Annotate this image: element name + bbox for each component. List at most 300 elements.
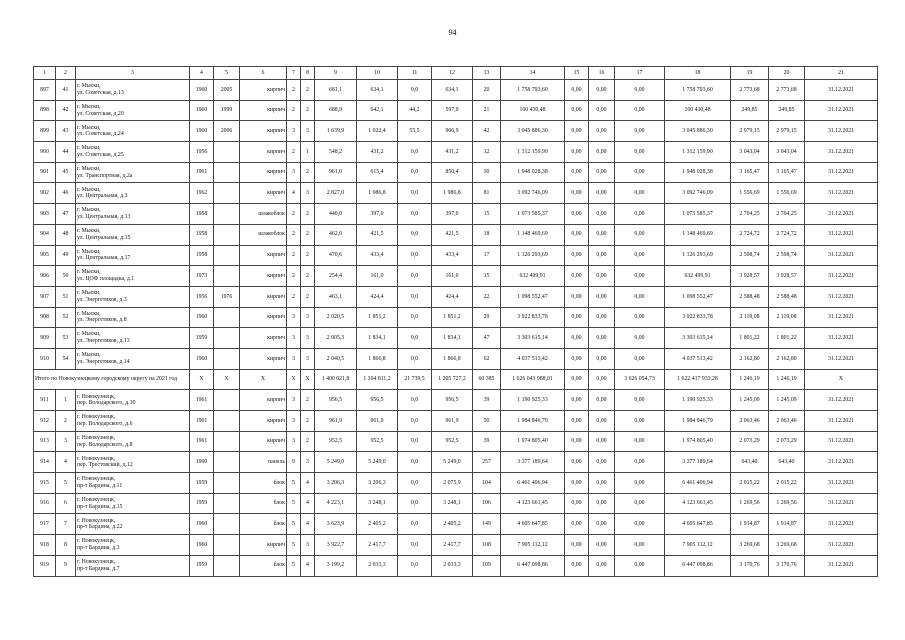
table-cell: 12 [473,142,501,163]
table-cell: 0,00 [565,348,589,369]
table-cell: 634,1 [432,80,473,101]
table-cell: 9 [287,452,301,473]
table-cell: 1 246,19 [731,369,769,390]
table-cell: 49 [56,245,76,266]
table-cell: 0,0 [398,411,432,432]
table-cell: 31.12.2021 [805,328,878,349]
table-cell: 0,00 [589,369,615,390]
table-cell: 906 [34,266,56,287]
table-cell: 2 704,25 [769,204,805,225]
table-cell: 81 [473,183,501,204]
table-cell: 0,00 [589,224,615,245]
table-cell: 0,00 [615,121,665,142]
table-cell: 0,00 [589,100,615,121]
table-cell: 0,00 [615,555,665,576]
table-cell: 1 986,8 [432,183,473,204]
table-cell: 615,4 [357,162,398,183]
table-cell: 850,4 [432,162,473,183]
table-row [34,286,878,307]
table-cell: 0,00 [615,535,665,556]
table-cell: 909 [34,328,56,349]
table-cell: 4 037 513,42 [501,348,565,369]
table-cell: 31.12.2021 [805,493,878,514]
table-cell: 2 [301,266,315,287]
total-label: Итого по Новокузнецкому городскому округу на 2021 год [34,369,190,390]
table-cell: 2 598,74 [731,245,769,266]
table-cell: 3 206,3 [357,473,398,494]
header-cell: 2 [56,67,76,80]
address-line: ул. Советская, д.25 [77,151,124,158]
table-cell: 3 170,76 [769,555,805,576]
table-cell: 31.12.2021 [805,204,878,225]
table-cell [214,245,240,266]
table-cell: 2 979,15 [769,121,805,142]
table-cell: 149 [473,514,501,535]
table-cell: 31.12.2021 [805,142,878,163]
table-cell: 2 704,25 [731,204,769,225]
table-cell: 0,00 [565,390,589,411]
table-cell: 0,0 [398,452,432,473]
material-cell: кирпич [240,431,287,452]
table-cell [214,555,240,576]
table-cell: 0,00 [565,80,589,101]
material-cell: кирпич [240,348,287,369]
table-cell: 1 126 293,69 [665,245,731,266]
table-cell: 1976 [214,286,240,307]
table-cell: 0,00 [565,369,589,390]
table-cell: 31.12.2021 [805,514,878,535]
table-cell: 44 [56,142,76,163]
table-cell: 0,00 [589,555,615,576]
table-cell: 1 626 043 988,01 [501,369,565,390]
table-cell: 257 [473,452,501,473]
table-cell: 1990 [190,452,214,473]
table-cell: 1999 [214,100,240,121]
table-cell: 2 075,9 [432,473,473,494]
table-cell: 22 [473,286,501,307]
table-cell: 4 [301,473,315,494]
table-cell: 0,0 [398,204,432,225]
address-line: пер. Володарского, д.6 [77,420,133,427]
material-cell: кирпич [240,80,287,101]
table-cell: 1960 [190,514,214,535]
address-line: ул. Энергетиков, д.3 [77,296,127,303]
table-cell: 911 [34,390,56,411]
table-cell: 1956 [190,142,214,163]
table-cell: 421,5 [432,224,473,245]
table-cell: 2 [287,286,301,307]
housing-table [33,66,878,577]
table-cell: 1 948 028,38 [501,162,565,183]
material-cell: блок [240,514,287,535]
table-cell: 3 [301,121,315,142]
table-cell: 1 246,19 [769,369,805,390]
address-cell [76,473,190,494]
table-cell: 5 [287,555,301,576]
table-cell: 1 205 727,2 [432,369,473,390]
table-cell: 0,00 [615,390,665,411]
table-cell: 4 [301,514,315,535]
table-cell: 0,0 [398,307,432,328]
table-cell: 916 [34,493,56,514]
table-cell: 1 984 846,79 [501,411,565,432]
header-cell: 11 [398,67,432,80]
table-cell [214,535,240,556]
material-cell: кирпич [240,307,287,328]
table-cell: 0,00 [615,286,665,307]
table-cell: 0,00 [615,204,665,225]
address-line: пр-т Бардина, д.3 [77,544,120,551]
table-cell: 597,9 [432,100,473,121]
table-cell: 898 [34,100,56,121]
header-cell: 21 [805,67,878,80]
table-row [34,452,878,473]
address-cell [76,204,190,225]
table-row [34,245,878,266]
table-cell: 21 [473,100,501,121]
table-cell: 249,85 [769,100,805,121]
table-cell: 1973 [190,266,214,287]
address-line: г. Новокузнецк, [77,538,116,545]
table-cell: 0,00 [615,307,665,328]
table-cell: 2 [301,80,315,101]
table-cell: 0,00 [565,535,589,556]
table-cell: 1959 [190,493,214,514]
address-line: пр-т Бардина, д.15 [77,503,123,510]
table-cell: 2 033,3 [432,555,473,576]
table-cell: 1956 [190,286,214,307]
table-cell: 1 984 846,79 [665,411,731,432]
address-cell [76,307,190,328]
table-cell: 1 866,8 [357,348,398,369]
material-cell: кирпич [240,266,287,287]
material-cell: кирпич [240,286,287,307]
table-row [34,473,878,494]
table-cell: 2 015,22 [731,473,769,494]
table-cell: 15 [473,204,501,225]
address-cell [76,266,190,287]
page-number: 94 [448,28,457,37]
table-cell: 2 [287,142,301,163]
table-cell: 2 [287,80,301,101]
table-cell: 3 928,57 [769,266,805,287]
total-row [34,369,878,390]
table-cell: 2 073,29 [731,431,769,452]
table-cell: 3 092 746,09 [665,183,731,204]
table-cell: 0,0 [398,162,432,183]
table-cell: 1 073 585,37 [665,204,731,225]
table-cell: 0,00 [615,183,665,204]
table-row [34,307,878,328]
table-cell: 62 [473,348,501,369]
address-line: г. Мыски, [77,207,101,214]
table-cell: 3 165,47 [769,162,805,183]
table-cell: 1960 [190,535,214,556]
table-cell: 0,00 [565,555,589,576]
table-cell [214,183,240,204]
table-cell: 424,4 [357,286,398,307]
table-cell [214,452,240,473]
table-cell: 0,00 [565,473,589,494]
table-cell: 642,1 [357,100,398,121]
address-line: пр-т Бардина, д.7 [77,565,120,572]
table-cell: 7 905 112,12 [501,535,565,556]
table-cell: 3 [301,348,315,369]
table-row [34,204,878,225]
material-cell: кирпич [240,328,287,349]
table-row [34,514,878,535]
address-line: ул. Энергетиков, д.14 [77,358,130,365]
table-cell: 3 043,04 [731,142,769,163]
table-cell: 0,0 [398,266,432,287]
table-cell: 2 773,68 [731,80,769,101]
table-body [34,80,878,577]
table-cell: 956,5 [315,390,357,411]
table-cell: 3 248,1 [357,493,398,514]
table-cell: 1 [56,390,76,411]
address-line: ул. Советская, д.24 [77,131,124,138]
table-cell: 4 [301,493,315,514]
table-cell: 2 [301,245,315,266]
table-cell: 3 248,1 [432,493,473,514]
table-cell: 961,9 [357,411,398,432]
header-cell: 9 [315,67,357,80]
table-cell: 3 303 615,14 [665,328,731,349]
table-cell: 1960 [190,100,214,121]
table-cell: 3 377 189,64 [501,452,565,473]
table-cell: 9 [56,555,76,576]
table-cell: 30 [473,162,501,183]
table-cell: 1 622 417 933,28 [665,369,731,390]
table-cell: 905 [34,245,56,266]
table-cell: 52 [56,307,76,328]
header-cell: 17 [615,67,665,80]
header-cell: 6 [240,67,287,80]
table-cell: 108 [473,535,501,556]
table-cell: 632 499,91 [665,266,731,287]
table-cell: 1 914,87 [769,514,805,535]
table-cell: 3 045 886,30 [501,121,565,142]
table-cell: 0,00 [565,224,589,245]
material-cell: кирпич [240,411,287,432]
material-cell: кирпич [240,390,287,411]
table-cell: 39 [473,390,501,411]
table-cell: 1 126 293,69 [501,245,565,266]
table-cell: 31.12.2021 [805,431,878,452]
address-line: г. Мыски, [77,124,101,131]
table-cell: 3 623,9 [315,514,357,535]
table-cell: 2 417,7 [357,535,398,556]
address-cell [76,183,190,204]
table-cell: 1960 [190,121,214,142]
table-cell: 901 [34,162,56,183]
table-cell: 31.12.2021 [805,348,878,369]
table-cell: 1 269,56 [769,493,805,514]
table-cell: 2 405,2 [357,514,398,535]
table-cell: 4 123 661,45 [665,493,731,514]
header-cell: 8 [301,67,315,80]
table-cell: 2 [301,286,315,307]
table-cell: 0,00 [589,348,615,369]
table-cell: 5 [287,514,301,535]
address-line: г. Мыски, [77,331,101,338]
address-line: г. Новокузнецк, [77,476,116,483]
table-cell: 919 [34,555,56,576]
table-cell: 31.12.2021 [805,224,878,245]
table-cell: 42 [56,100,76,121]
table-cell: 1 245,09 [769,390,805,411]
table-cell: 0,00 [589,452,615,473]
table-cell: 41 [56,80,76,101]
table-cell: 0,00 [615,328,665,349]
address-cell [76,431,190,452]
table-cell: 3 [287,390,301,411]
material-cell: шлакоблок [240,204,287,225]
table-cell: 431,2 [432,142,473,163]
table-cell: 39 [473,431,501,452]
address-line: пер. Володарского, д.10 [77,400,136,407]
address-line: г. Мыски, [77,269,101,276]
table-cell: 2 033,3 [357,555,398,576]
table-cell [214,204,240,225]
address-cell [76,514,190,535]
table-cell: 0,00 [565,493,589,514]
table-cell: 3 [301,452,315,473]
table-row [34,80,878,101]
table-cell: 918 [34,535,56,556]
table-cell: 956,5 [432,390,473,411]
table-cell: 0,0 [398,142,432,163]
table-row [34,411,878,432]
table-cell: 47 [473,328,501,349]
table-cell: 31.12.2021 [805,183,878,204]
table-cell: 31.12.2021 [805,266,878,287]
table-cell: 0,00 [565,452,589,473]
table-cell: X [190,369,214,390]
address-line: ул. Энергетиков, д.8 [77,317,127,324]
table-cell: 31.12.2021 [805,535,878,556]
table-cell: 1959 [190,473,214,494]
table-cell: 688,9 [315,100,357,121]
table-cell: 1 312 159,90 [501,142,565,163]
table-cell: 0,00 [565,100,589,121]
table-cell: X [805,369,878,390]
table-cell: 31.12.2021 [805,473,878,494]
table-cell: 0,00 [589,80,615,101]
table-cell [214,224,240,245]
material-cell: кирпич [240,121,287,142]
address-line: г. Новокузнецк, [77,414,116,421]
table-cell: 0,00 [615,452,665,473]
table-cell: 4 123 661,45 [501,493,565,514]
table-cell: 60 385 [473,369,501,390]
table-cell: 0,00 [589,121,615,142]
table-row [34,328,878,349]
table-cell: 2 [301,100,315,121]
table-cell: 8 [56,535,76,556]
table-cell: 899 [34,121,56,142]
table-cell: 0,00 [565,307,589,328]
table-cell: 0,00 [615,431,665,452]
table-cell: 0,0 [398,473,432,494]
table-cell: 3 045 886,30 [665,121,731,142]
table-cell: 0,00 [589,142,615,163]
table-cell: 1 974 805,40 [501,431,565,452]
table-cell: 900 [34,142,56,163]
table-cell: 21 739,5 [398,369,432,390]
table-cell: 2 979,15 [731,121,769,142]
table-cell: 0,00 [589,162,615,183]
table-cell: 2 040,5 [315,348,357,369]
table-cell: 0,0 [398,224,432,245]
table-cell: 31.12.2021 [805,452,878,473]
table-cell: 2 [287,100,301,121]
table-cell: 0,00 [565,286,589,307]
material-cell: блок [240,493,287,514]
table-cell: 2 063,46 [769,411,805,432]
table-cell [214,328,240,349]
table-cell: 42 [473,121,501,142]
table-row [34,142,878,163]
header-cell: 20 [769,67,805,80]
table-cell: 1 639,9 [315,121,357,142]
address-line: г. Мыски, [77,290,101,297]
header-cell: 13 [473,67,501,80]
table-cell: 2 724,72 [769,224,805,245]
table-cell [214,493,240,514]
table-cell: 0,0 [398,286,432,307]
table-cell: 3 922 833,78 [501,307,565,328]
table-cell: 3 [287,328,301,349]
table-cell: 3 269,68 [731,535,769,556]
table-cell: 2 724,72 [731,224,769,245]
address-line: г. Мыски, [77,248,101,255]
table-cell: 1 312 159,90 [665,142,731,163]
table-cell: 470,6 [315,245,357,266]
address-line: г. Мыски, [77,165,101,172]
header-cell: 16 [589,67,615,80]
table-cell: 0,00 [565,245,589,266]
header-cell: 1 [34,67,56,80]
table-cell: X [301,369,315,390]
address-cell [76,245,190,266]
table-cell: 2 417,7 [432,535,473,556]
table-cell: 3 [301,183,315,204]
table-cell: 2 405,2 [432,514,473,535]
table-cell: 0,00 [589,411,615,432]
table-cell: 1959 [190,555,214,576]
table-cell: 47 [56,204,76,225]
table-cell: 1958 [190,204,214,225]
table-cell: 54 [56,348,76,369]
table-cell: 0,00 [565,162,589,183]
table-cell: 3 377 189,64 [665,452,731,473]
table-cell: 31.12.2021 [805,555,878,576]
table-cell: 0,00 [565,142,589,163]
table-cell: 0,00 [565,328,589,349]
table-cell: 3 269,68 [769,535,805,556]
table-cell: 1961 [190,162,214,183]
table-cell: 4 [56,452,76,473]
table-cell: 51 [56,286,76,307]
table-cell: 161,0 [432,266,473,287]
table-cell: 0,00 [615,514,665,535]
table-cell: 50 [473,411,501,432]
table-cell: 0,00 [615,162,665,183]
address-cell [76,162,190,183]
address-line: ул. Советская, д.13 [77,89,124,96]
address-line: ул. Центральная, д.15 [77,234,131,241]
